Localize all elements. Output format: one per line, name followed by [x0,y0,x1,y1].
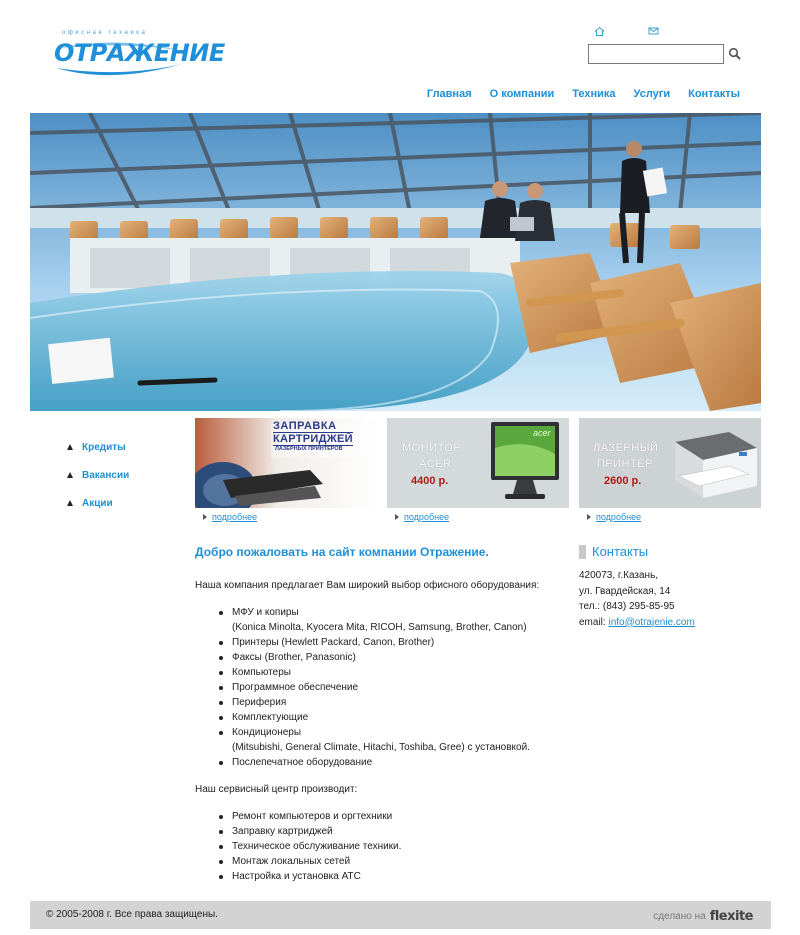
phone: тел.: (843) 295-85-95 [579,601,675,612]
sidebar-item-promotions[interactable] [67,489,129,517]
home-icon[interactable] [594,26,605,41]
arrow-right-icon [587,514,591,520]
banner-more-link [587,512,641,522]
logo[interactable] [52,30,225,80]
nav-home[interactable]: Главная [426,88,472,100]
list-item: Техническое обслуживание техники. [232,839,565,854]
nav-services[interactable]: Услуги [633,88,671,100]
list-item: Комплектующие [232,710,565,725]
list-item: МФУ и копиры (Konica Minolta, Kyocera Mita, RICOH, Samsung, Brother, Canon) [232,605,565,635]
banner-cartridge-refill[interactable] [195,418,377,508]
address-line: ул. Гвардейская, 14 [579,585,671,597]
list-item: Факсы (Brother, Panasonic) [232,650,565,665]
banner-subtitle: ACER [419,458,452,470]
search-icon[interactable] [728,47,742,61]
email-label: email: [579,616,606,628]
banner-price: 2600 р. [604,475,642,487]
triangle-bullet-icon [67,500,73,506]
nav-about[interactable]: О компании [489,88,555,100]
sidebar-item-vacancies[interactable] [67,461,129,489]
banner-title: ЗАПРАВКА [273,420,337,432]
list-item: Компьютеры [232,665,565,680]
contacts-title: Контакты [579,545,759,559]
flexite-logo: flexite [709,909,753,924]
banner-caption: ЛАЗЕРНЫХ ПРИНТЕРОВ [275,446,343,452]
list-item: Периферия [232,695,565,710]
more-link[interactable]: подробнее [404,512,450,522]
sidebar [67,433,129,517]
logo-tagline: офисная техника [62,30,148,36]
list-item: Послепечатное оборудование [232,755,565,770]
triangle-bullet-icon [67,472,73,478]
page-title: Добро пожаловать на сайт компании Отражение. [195,545,489,559]
equipment-list [232,605,565,770]
list-item: Программное обеспечение [232,680,565,695]
list-item: Заправку картриджей [232,824,565,839]
made-by-label: сделано на [653,911,706,922]
sidebar-item-label: Кредиты [82,441,126,453]
list-item: Настройка и установка АТС [232,869,565,884]
banner-price: 4400 р. [411,475,449,487]
search-input[interactable] [588,44,724,64]
more-link[interactable]: подробнее [212,512,258,522]
nav-equipment[interactable]: Техника [572,88,616,100]
main-content [195,545,565,896]
banner-more-link [203,512,257,522]
sidebar-item-label: Акции [82,497,113,509]
banner-subtitle: ПРИНТЕР [597,458,653,470]
banner-title: ЛАЗЕРНЫЙ [593,442,659,454]
banner-laser-printer[interactable] [579,418,761,508]
more-link[interactable]: подробнее [596,512,642,522]
intro-text: Наша компания предлагает Вам широкий выбор офисного оборудования: [195,580,540,591]
list-item: Кондиционеры (Mitsubishi, General Climate, Hitachi, Toshiba, Gree) с установкой. [232,725,565,755]
services-list [232,809,565,884]
copyright: © 2005-2008 г. Все права защищены. [46,909,218,920]
sidebar-item-credits[interactable] [67,433,129,461]
made-by[interactable] [653,909,753,924]
list-item: Ремонт компьютеров и оргтехники [232,809,565,824]
arrow-right-icon [395,514,399,520]
banner-acer-monitor[interactable] [387,418,569,508]
banner-brand: acer [533,428,551,438]
banner-subtitle: КАРТРИДЖЕЙ [273,433,353,445]
list-item: Монтаж локальных сетей [232,854,565,869]
arrow-right-icon [203,514,207,520]
mail-icon[interactable] [648,26,659,40]
nav-contacts[interactable]: Контакты [688,88,740,100]
banner-more-link [395,512,449,522]
service-intro: Наш сервисный центр производит: [195,784,358,795]
hero-image [30,113,761,411]
footer [30,901,771,929]
triangle-bullet-icon [67,444,73,450]
sidebar-item-label: Вакансии [82,469,130,481]
email-row [579,615,759,631]
banner-title: МОНИТОР [402,442,462,454]
logo-name: ОТРАЖЕНИЕ [54,39,225,67]
email-link[interactable]: info@otrajenie.com [608,616,695,628]
main-nav [427,88,740,100]
address-line: 420073, г.Казань, [579,570,659,581]
contacts-block [579,545,759,630]
list-item: Принтеры (Hewlett Packard, Canon, Brother) [232,635,565,650]
